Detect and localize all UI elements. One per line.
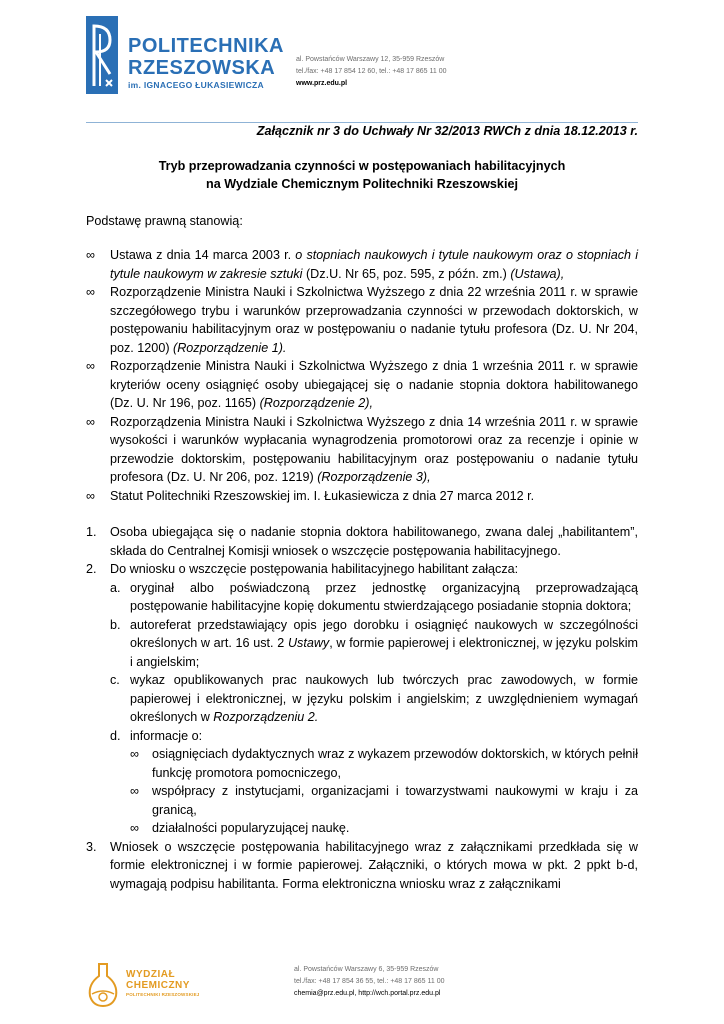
item-tag: (Rozporządzenie 1).: [173, 340, 287, 355]
item-text-tail: (Dz.U. Nr 65, poz. 595, z późn. zm.): [302, 266, 511, 281]
subpoint-text: oryginał albo poświadczoną przez jednostkę organizacyjną przeprowadzającą postępowanie habilitacyjne kopię dokumentu stwierdzającego posiadanie stopnia doktora;: [130, 580, 638, 613]
item-tag: (Ustawa),: [510, 266, 565, 281]
subpoint-text-tail: , w formie papierowej i elektronicznej, w języku polskim i angielskim;: [130, 636, 639, 669]
intro-text: Podstawę prawną stanowią:: [86, 213, 243, 228]
subpoint-b: [86, 616, 638, 672]
header-address-block: [296, 54, 447, 90]
list-item: [86, 487, 638, 506]
point-text: Do wniosku o wszczęcie postępowania habilitacyjnego habilitant załącza:: [110, 562, 519, 576]
letterhead: [86, 16, 638, 104]
item-text: Rozporządzenie Ministra Nauki i Szkolnictwa Wyższego z dnia 1 września 2011 r. w sprawie kryteriów oceny osiągnięć osoby ubiegającej się o nadanie stopnia doktora habilitowanego (Dz. U. Nr 196, poz. 1165): [110, 359, 638, 410]
item-tag: (Rozporządzenie 2),: [259, 396, 373, 410]
item-text: Statut Politechniki Rzeszowskiej im. I. Łukasiewicza z dnia 27 marca 2012 r.: [110, 488, 535, 503]
header-address: al. Powstańców Warszawy 12, 35-959 Rzeszów: [296, 56, 445, 63]
subpoint-letter: c.: [110, 673, 120, 687]
subpoint-letter: b.: [110, 617, 121, 632]
infinity-bullet-icon: ∞: [130, 784, 139, 798]
item-italic: o stopniach naukowych i tytule naukowym oraz o stopniach i tytule naukowym w zakresie sztuki: [110, 248, 639, 281]
attachment-line: Załącznik nr 3 do Uchwały Nr 32/2013 RWCh z dnia 18.12.2013 r.: [256, 124, 638, 138]
point-1: [86, 523, 638, 560]
subpoint-d: [86, 727, 638, 746]
header-phone: tel./fax: +48 17 854 12 60, tel.: +48 17 865 11 00: [296, 68, 447, 75]
list-item: [86, 357, 638, 413]
list-item: [86, 413, 638, 487]
list-item: [86, 782, 638, 819]
subpoint-c: [86, 671, 638, 727]
item-tag: (Rozporządzenie 3),: [317, 470, 431, 484]
university-logo-icon: [86, 16, 118, 94]
list-item: [86, 745, 638, 782]
numbered-list: [86, 523, 638, 893]
document-body: [86, 118, 638, 893]
item-text: Rozporządzenie Ministra Nauki i Szkolnictwa Wyższego z dnia 22 września 2011 r. w sprawie szczegółowego trybu i warunków przeprowadzania czynności w przewodach doktorskich, w postępowaniu habilitacyjnym oraz w postępowaniu o nadanie tytułu profesora (Dz. U. Nr 204, poz. 1200): [110, 285, 638, 355]
list-item: [86, 283, 638, 357]
subpoint-text: autoreferat przedstawiający opis jego dorobku i osiągnięć naukowych w szczególności określonych w art. 16 ust. 2: [130, 617, 638, 650]
title-line-2: na Wydziale Chemicznym Politechniki Rzeszowskiej: [206, 177, 518, 191]
infinity-bullet-icon: ∞: [130, 747, 139, 761]
point-3: [86, 838, 638, 894]
infinity-bullet-icon: ∞: [86, 248, 95, 262]
faculty-name: [126, 970, 200, 998]
subpoint-italic: Rozporządzeniu 2.: [213, 710, 319, 724]
point-text: Osoba ubiegająca się o nadanie stopnia doktora habilitowanego, zwana dalej „habilitantem”, składa do Centralnej Komisji wniosek o wszczęcie postępowania habilitacyjnego.: [110, 525, 638, 558]
subpoint-text: informacje o:: [130, 728, 203, 743]
subpoint-letter: d.: [110, 728, 121, 743]
subpoint-letter: a.: [110, 580, 121, 595]
subpoint-text: wykaz opublikowanych prac naukowych lub twórczych prac zawodowych, w formie papierowej i elektronicznej, w języku polskim i angielskim; z uwzględnieniem wymagań określonych w: [130, 673, 638, 724]
legal-bases-list: [86, 246, 638, 505]
document-title: [86, 157, 638, 194]
infinity-bullet-icon: ∞: [86, 488, 95, 503]
faculty-flask-logo-icon: [86, 960, 120, 1008]
footer-contact-links[interactable]: chemia@prz.edu.pl, http://wch.portal.prz.edu.pl: [294, 990, 441, 997]
footer-address: al. Powstańców Warszawy 6, 35-959 Rzeszów: [294, 966, 439, 973]
point-text: Wniosek o wszczęcie postępowania habilitacyjnego wraz z załącznikami przedkłada się w formie elektronicznej i w formie papierowej. Załączniki, o których mowa w pkt. 2 ppkt b-d, wymagają podpisu habilitanta. Forma elektroniczna wniosku wraz z załącznikami: [110, 839, 638, 891]
list-item: [86, 819, 638, 838]
subpoint-italic: Ustawy: [287, 636, 330, 650]
point-2: [86, 560, 638, 579]
list-item: [86, 246, 638, 283]
footer-logo-line-1: WYDZIAŁ: [126, 969, 176, 980]
infinity-bullet-icon: ∞: [86, 414, 95, 429]
logo-line-2: RZESZOWSKA: [128, 57, 276, 79]
infinity-bullet-icon: ∞: [130, 821, 139, 835]
footer-phone: tel./fax: +48 17 854 36 55, tel.: +48 17 865 11 00: [294, 978, 445, 985]
footer: [86, 960, 638, 1020]
header-web-link[interactable]: www.prz.edu.pl: [296, 80, 348, 87]
logo-line-3: im. IGNACEGO ŁUKASIEWICZA: [128, 80, 264, 90]
footer-address-block: [294, 964, 445, 1000]
point-number: 2.: [86, 562, 97, 576]
item-text: działalności popularyzującej naukę.: [152, 821, 350, 835]
title-line-1: Tryb przeprowadzania czynności w postępowaniach habilitacyjnych: [158, 158, 566, 173]
item-text: Ustawa z dnia 14 marca 2003 r.: [110, 248, 296, 262]
point-number: 1.: [86, 525, 97, 539]
university-name: [128, 36, 284, 90]
footer-logo-line-3: POLITECHNIKI RZESZOWSKIEJ: [126, 992, 200, 997]
footer-logo-line-2: CHEMICZNY: [126, 980, 190, 991]
item-text: współpracy z instytucjami, organizacjami i towarzystwami naukowymi w kraju i za granicą,: [152, 784, 638, 817]
infinity-bullet-icon: ∞: [86, 359, 95, 373]
point-number: 3.: [86, 839, 97, 854]
logo-line-1: POLITECHNIKA: [128, 35, 284, 57]
item-text: Rozporządzenia Ministra Nauki i Szkolnictwa Wyższego z dnia 14 września 2011 r. w sprawie wysokości i warunków wypłacania wynagrodzenia promotorowi oraz za recenzje i opinie w przewodzie doktorskim, postępowaniu habilitacyjnym oraz postępowaniu o nadanie tytułu profesora (Dz. U. Nr 206, poz. 1219): [110, 414, 638, 484]
subpoint-a: [86, 579, 638, 616]
item-text: osiągnięciach dydaktycznych wraz z wykazem przewodów doktorskich, w których pełnił funkcję promotora pomocniczego,: [152, 747, 638, 780]
infinity-bullet-icon: ∞: [86, 285, 95, 299]
